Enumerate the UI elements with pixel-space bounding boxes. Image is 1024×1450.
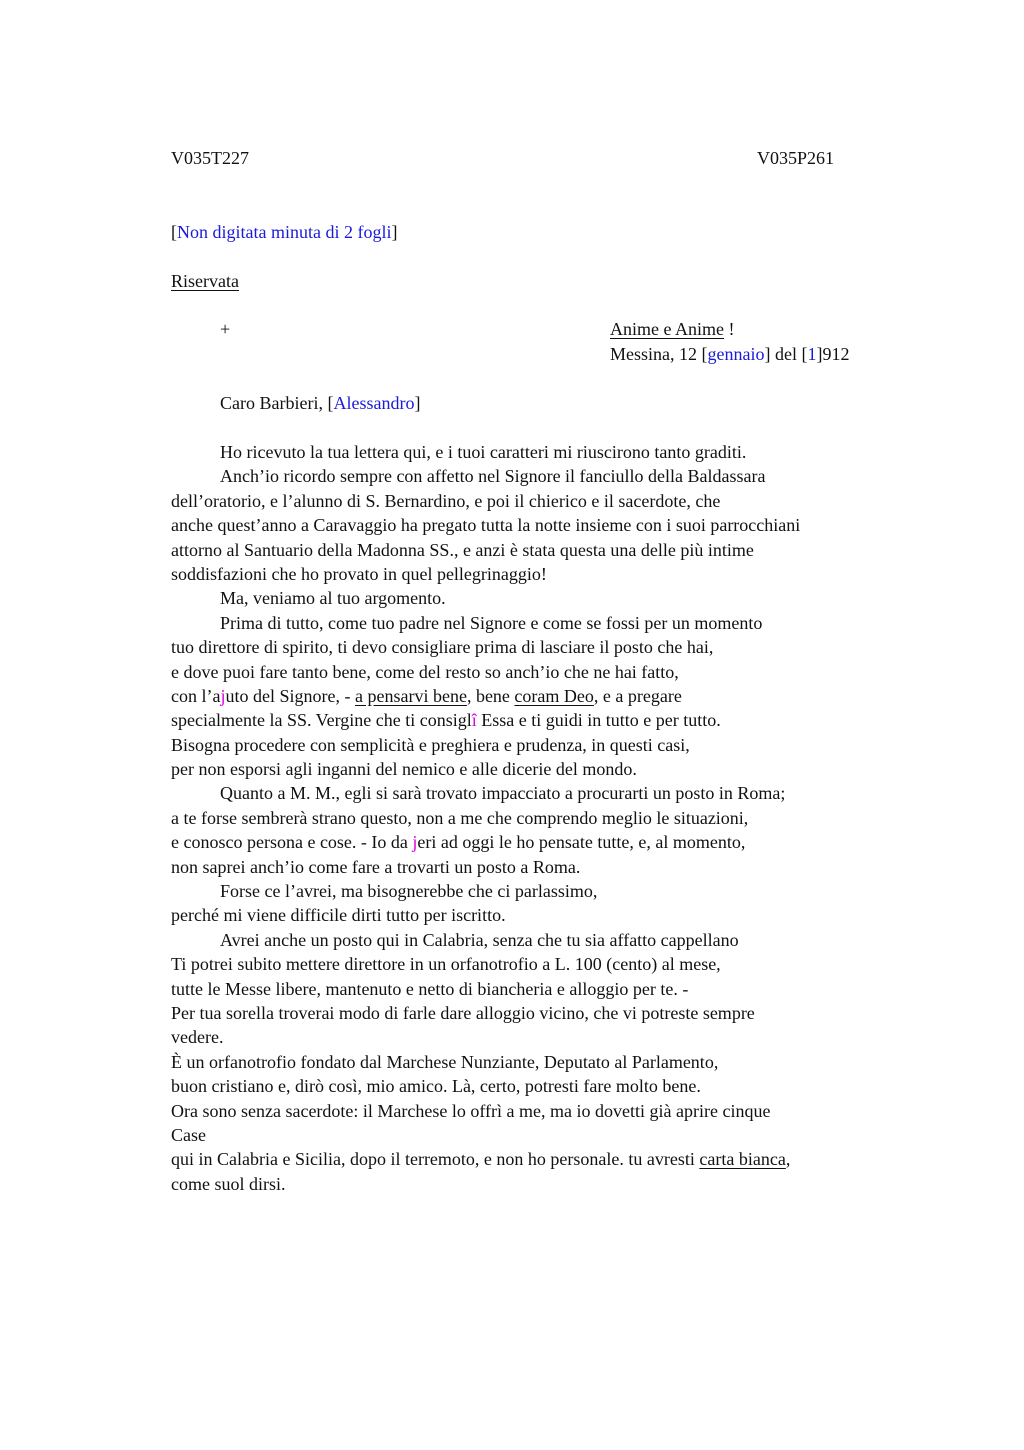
underlined-phrase: coram Deo [514,685,594,706]
line-segment: e conosco persona e cose. - Io da [171,832,413,853]
body-line: Case [171,1124,206,1145]
line-segment: con l’a [171,685,221,706]
body-line: È un orfanotrofio fondato dal Marchese Nunziante, Deputato al Parlamento, [171,1051,719,1072]
line-segment: specialmente la SS. Vergine che ti consigl [171,710,472,731]
reserved-label [171,269,239,293]
motto [610,317,734,341]
body-line: non saprei anch’io come fare a trovarti un posto a Roma. [171,856,581,877]
body-line: buon cristiano e, dirò così, mio amico. Là, certo, potresti fare molto bene. [171,1076,701,1097]
line-segment: , [785,1149,791,1170]
header-right-code: V035P261 [757,148,835,168]
body-line: per non esporsi agli inganni del nemico e alle dicerie del mondo. [171,759,637,780]
reserved-text: Riservata [171,271,239,291]
body-line: tuo direttore di spirito, ti devo consigliare prima di lasciare il posto che hai, [171,637,714,658]
note-text: Non digitata minuta di 2 fogli [177,222,392,242]
dateline-month: gennaio [707,344,765,364]
body-line [171,708,896,732]
line-segment: Essa e ti guidi in tutto e per tutto. [476,710,721,731]
body-line [171,830,896,854]
body-line: vedere. [171,1027,224,1048]
body-line: Quanto a M. M., egli si sarà trovato impacciato a procurarti un posto in Roma; [220,783,786,804]
dateline-prefix: Messina, 12 [ [610,344,708,364]
body-line: anche quest’anno a Caravaggio ha pregato tutta la notte insieme con i suoi parrocchiani [171,515,801,536]
note-open-bracket: [ [171,222,177,242]
dateline [610,342,849,366]
body-line [171,684,896,708]
body-line: Ora sono senza sacerdote: il Marchese lo offrì a me, ma io dovetti già aprire cinque [171,1100,771,1121]
body-line: Per tua sorella troverai modo di farle dare alloggio vicino, che vi potreste sempre [171,1002,755,1023]
underlined-phrase: a pensarvi bene [354,685,467,706]
body-line: tutte le Messe libere, mantenuto e netto di biancheria e alloggio per te. - [171,978,689,999]
body-line: Ti potrei subito mettere direttore in un orfanotrofio a L. 100 (cento) al mese, [171,954,721,975]
line-segment: , e a pregare [593,685,682,706]
cross-symbol: + [220,319,231,339]
body-line: Forse ce l’avrei, ma bisognerebbe che ci parlassimo, [220,881,598,902]
motto-suffix: ! [723,319,735,339]
dateline-suffix: ]912 [816,344,850,364]
body-line: Anch’io ricordo sempre con affetto nel Signore il fanciullo della Baldassara [220,466,766,487]
motto-text: Anime e Anime [610,319,724,339]
dateline-year-digit: 1 [807,344,817,364]
line-segment: uto del Signore, - [225,685,355,706]
body-line [171,1147,896,1171]
salutation-suffix: ] [414,393,421,413]
editorial-letter: j [412,832,418,853]
header-left-code: V035T227 [171,148,249,168]
body-line: perché mi viene difficile dirti tutto per iscritto. [171,905,506,926]
salutation [220,391,420,415]
editorial-letter: j [220,685,226,706]
line-segment: qui in Calabria e Sicilia, dopo il terremoto, e non ho personale. tu avresti [171,1149,700,1170]
letter-body [171,440,896,1196]
line-segment: eri ad oggi le ho pensate tutte, e, al momento, [417,832,746,853]
editorial-note [171,220,397,244]
editorial-letter: î [471,710,477,731]
note-close-bracket: ] [391,222,398,242]
body-line: attorno al Santuario della Madonna SS., e anzi è stata questa una delle più intime [171,539,754,560]
body-line: Bisogna procedere con semplicità e preghiera e prudenza, in questi casi, [171,734,690,755]
body-line: Prima di tutto, come tuo padre nel Signore e come se fossi per un momento [220,612,763,633]
body-line: Ma, veniamo al tuo argomento. [220,588,446,609]
body-line: come suol dirsi. [171,1173,286,1194]
body-line: dell’oratorio, e l’alunno di S. Bernardino, e poi il chierico e il sacerdote, che [171,490,721,511]
body-line: Ho ricevuto la tua lettera qui, e i tuoi caratteri mi riuscirono tanto graditi. [220,442,747,462]
body-line: e dove puoi fare tanto bene, come del resto so anch’io che ne hai fatto, [171,661,679,682]
underlined-phrase: carta bianca [699,1149,786,1170]
salutation-prefix: Caro Barbieri, [ [220,393,334,413]
salutation-name: Alessandro [333,393,415,413]
body-line: soddisfazioni che ho provato in quel pellegrinaggio! [171,563,547,584]
line-segment: , bene [466,685,515,706]
body-line: a te forse sembrerà strano questo, non a me che comprendo meglio le situazioni, [171,807,749,828]
dateline-mid: ] del [ [764,344,808,364]
body-line: Avrei anche un posto qui in Calabria, senza che tu sia affatto cappellano [220,929,739,950]
